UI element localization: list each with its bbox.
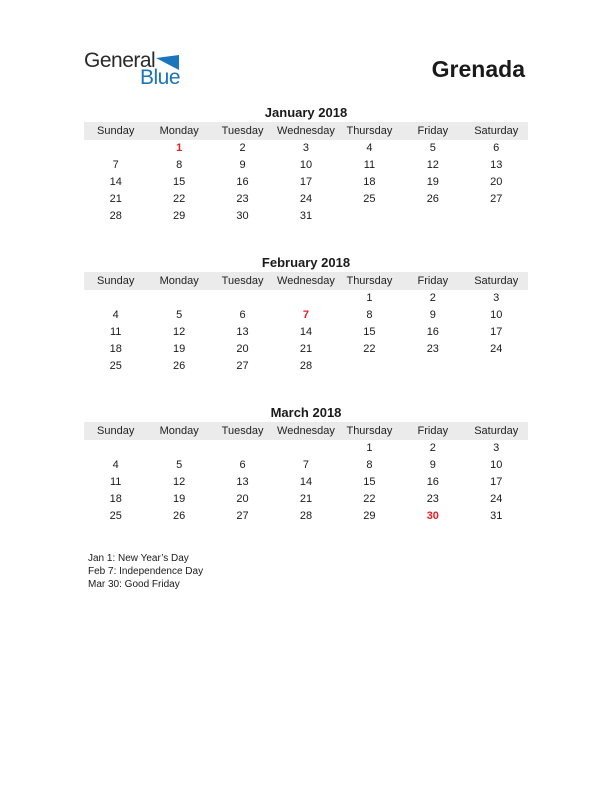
day-cell: 7 <box>302 459 310 471</box>
day-cell: 13 <box>236 476 249 488</box>
day-cell: 18 <box>109 493 122 505</box>
day-cell: 8 <box>366 309 373 321</box>
weekday-header: Tuesday <box>221 125 264 137</box>
day-cell: 16 <box>236 176 249 188</box>
empty-day-cell <box>84 290 147 307</box>
day-cell: 15 <box>363 326 376 338</box>
holiday-legend <box>88 552 203 591</box>
week-row <box>84 440 528 457</box>
empty-day-cell <box>465 208 528 225</box>
day-cell: 6 <box>239 459 246 471</box>
day-cell: 13 <box>490 159 503 171</box>
day-cell: 28 <box>109 210 122 222</box>
day-cell: 4 <box>112 459 119 471</box>
calendar-months <box>84 104 528 525</box>
weekday-header: Saturday <box>474 425 519 437</box>
day-cell: 1 <box>366 442 373 454</box>
week-row <box>84 508 528 525</box>
day-cell: 31 <box>490 510 503 522</box>
day-cell: 3 <box>302 142 310 154</box>
general-blue-logo <box>84 50 184 87</box>
day-cell: 20 <box>236 493 249 505</box>
day-cell: 5 <box>429 142 436 154</box>
empty-day-cell <box>274 440 337 457</box>
weekday-header: Saturday <box>474 275 519 287</box>
day-cell: 12 <box>173 476 186 488</box>
day-cell: 14 <box>299 326 313 338</box>
weekday-header: Tuesday <box>221 425 264 437</box>
day-cell: 2 <box>239 142 246 154</box>
day-cell: 3 <box>493 442 500 454</box>
day-cell: 9 <box>239 159 246 171</box>
day-cell: 24 <box>299 193 313 205</box>
weekday-header: Monday <box>159 275 199 287</box>
day-cell: 15 <box>173 176 186 188</box>
empty-day-cell <box>84 440 147 457</box>
day-cell: 27 <box>490 193 503 205</box>
weekday-header: Monday <box>159 425 199 437</box>
month-block <box>84 254 528 375</box>
weekday-header: Thursday <box>346 425 393 437</box>
day-cell: 23 <box>426 343 439 355</box>
holiday-legend-line: Mar 30: Good Friday <box>88 579 180 590</box>
day-cell: 10 <box>299 159 313 171</box>
day-cell: 21 <box>109 193 122 205</box>
week-row <box>84 474 528 491</box>
week-row <box>84 191 528 208</box>
day-cell: 29 <box>173 210 186 222</box>
day-cell: 12 <box>173 326 186 338</box>
week-row <box>84 157 528 174</box>
empty-day-cell <box>401 358 464 375</box>
week-row <box>84 174 528 191</box>
day-cell: 6 <box>493 142 500 154</box>
week-row <box>84 324 528 341</box>
weekday-header: Sunday <box>97 275 135 287</box>
day-cell: 21 <box>299 343 313 355</box>
holiday-legend-line: Feb 7: Independence Day <box>88 566 204 577</box>
day-cell: 21 <box>299 493 313 505</box>
weekday-header: Thursday <box>346 275 393 287</box>
day-cell: 7 <box>112 159 119 171</box>
day-cell: 30 <box>236 210 249 222</box>
week-row <box>84 457 528 474</box>
empty-day-cell <box>211 290 274 307</box>
holiday-legend-line: Jan 1: New Year’s Day <box>88 553 189 564</box>
day-cell: 5 <box>176 309 183 321</box>
logo-text-general: General <box>84 49 156 72</box>
day-cell: 8 <box>366 459 373 471</box>
weekday-header: Sunday <box>97 425 135 437</box>
day-cell: 20 <box>236 343 249 355</box>
weekday-header: Wednesday <box>277 125 335 137</box>
weekday-header: Wednesday <box>277 275 335 287</box>
day-cell: 29 <box>363 510 376 522</box>
day-cell: 22 <box>173 193 186 205</box>
weekday-header: Sunday <box>97 125 135 137</box>
day-cell: 28 <box>299 510 313 522</box>
day-cell: 14 <box>299 476 313 488</box>
day-cell: 17 <box>490 326 503 338</box>
day-cell: 26 <box>426 193 439 205</box>
day-cell: 14 <box>109 176 122 188</box>
day-cell: 24 <box>490 343 503 355</box>
day-cell: 25 <box>109 360 122 372</box>
day-cell: 9 <box>429 309 436 321</box>
day-cell: 19 <box>426 176 439 188</box>
day-cell: 6 <box>239 309 246 321</box>
day-cell: 11 <box>363 159 376 171</box>
empty-day-cell <box>274 290 337 307</box>
day-cell: 22 <box>363 343 376 355</box>
day-cell: 9 <box>429 459 436 471</box>
week-row <box>84 491 528 508</box>
day-cell: 11 <box>110 326 122 338</box>
day-cell: 12 <box>426 159 439 171</box>
day-cell: 2 <box>429 292 436 304</box>
day-cell: 26 <box>173 360 186 372</box>
weekday-header: Friday <box>417 125 449 137</box>
day-cell: 1 <box>176 142 183 154</box>
weekday-header: Wednesday <box>277 425 335 437</box>
day-cell: 10 <box>490 309 503 321</box>
month-title: January 2018 <box>264 105 348 120</box>
day-cell: 28 <box>299 360 313 372</box>
day-cell: 22 <box>363 493 376 505</box>
weekday-header: Friday <box>417 275 449 287</box>
weekday-header: Friday <box>417 425 449 437</box>
day-cell: 30 <box>426 510 439 522</box>
week-row <box>84 208 528 225</box>
day-cell: 4 <box>366 142 373 154</box>
day-cell: 23 <box>236 193 249 205</box>
empty-day-cell <box>84 140 147 157</box>
day-cell: 16 <box>426 476 439 488</box>
week-row <box>84 358 528 375</box>
day-cell: 7 <box>302 309 310 321</box>
weekday-header-row <box>84 272 528 290</box>
day-cell: 16 <box>426 326 439 338</box>
day-cell: 19 <box>173 493 186 505</box>
month-block <box>84 104 528 225</box>
day-cell: 15 <box>363 476 376 488</box>
weekday-header: Thursday <box>346 125 393 137</box>
weekday-header: Tuesday <box>221 275 264 287</box>
empty-day-cell <box>338 358 401 375</box>
day-cell: 13 <box>236 326 249 338</box>
empty-day-cell <box>338 208 401 225</box>
month-title: February 2018 <box>261 255 351 270</box>
day-cell: 3 <box>493 292 500 304</box>
empty-day-cell <box>211 440 274 457</box>
day-cell: 25 <box>363 193 376 205</box>
day-cell: 31 <box>299 210 313 222</box>
day-cell: 25 <box>109 510 122 522</box>
day-cell: 17 <box>490 476 503 488</box>
page-title: Grenada <box>431 56 525 82</box>
empty-day-cell <box>147 290 210 307</box>
day-cell: 11 <box>110 476 122 488</box>
day-cell: 20 <box>490 176 503 188</box>
empty-day-cell <box>147 440 210 457</box>
day-cell: 8 <box>176 159 183 171</box>
day-cell: 1 <box>366 292 373 304</box>
month-title: March 2018 <box>270 405 342 420</box>
day-cell: 27 <box>236 360 249 372</box>
day-cell: 19 <box>173 343 186 355</box>
day-cell: 23 <box>426 493 439 505</box>
day-cell: 18 <box>109 343 122 355</box>
week-row <box>84 290 528 307</box>
weekday-header: Monday <box>159 125 199 137</box>
day-cell: 18 <box>363 176 376 188</box>
day-cell: 2 <box>429 442 436 454</box>
weekday-header: Saturday <box>474 125 519 137</box>
day-cell: 10 <box>490 459 503 471</box>
day-cell: 17 <box>299 176 313 188</box>
empty-day-cell <box>401 208 464 225</box>
logo-text-blue: Blue <box>139 66 180 89</box>
day-cell: 5 <box>176 459 183 471</box>
week-row <box>84 140 528 157</box>
weekday-header-row <box>84 122 528 140</box>
month-block <box>84 404 528 525</box>
day-cell: 27 <box>236 510 249 522</box>
week-row <box>84 307 528 324</box>
day-cell: 26 <box>173 510 186 522</box>
week-row <box>84 341 528 358</box>
day-cell: 4 <box>112 309 119 321</box>
empty-day-cell <box>465 358 528 375</box>
weekday-header-row <box>84 422 528 440</box>
day-cell: 24 <box>490 493 503 505</box>
